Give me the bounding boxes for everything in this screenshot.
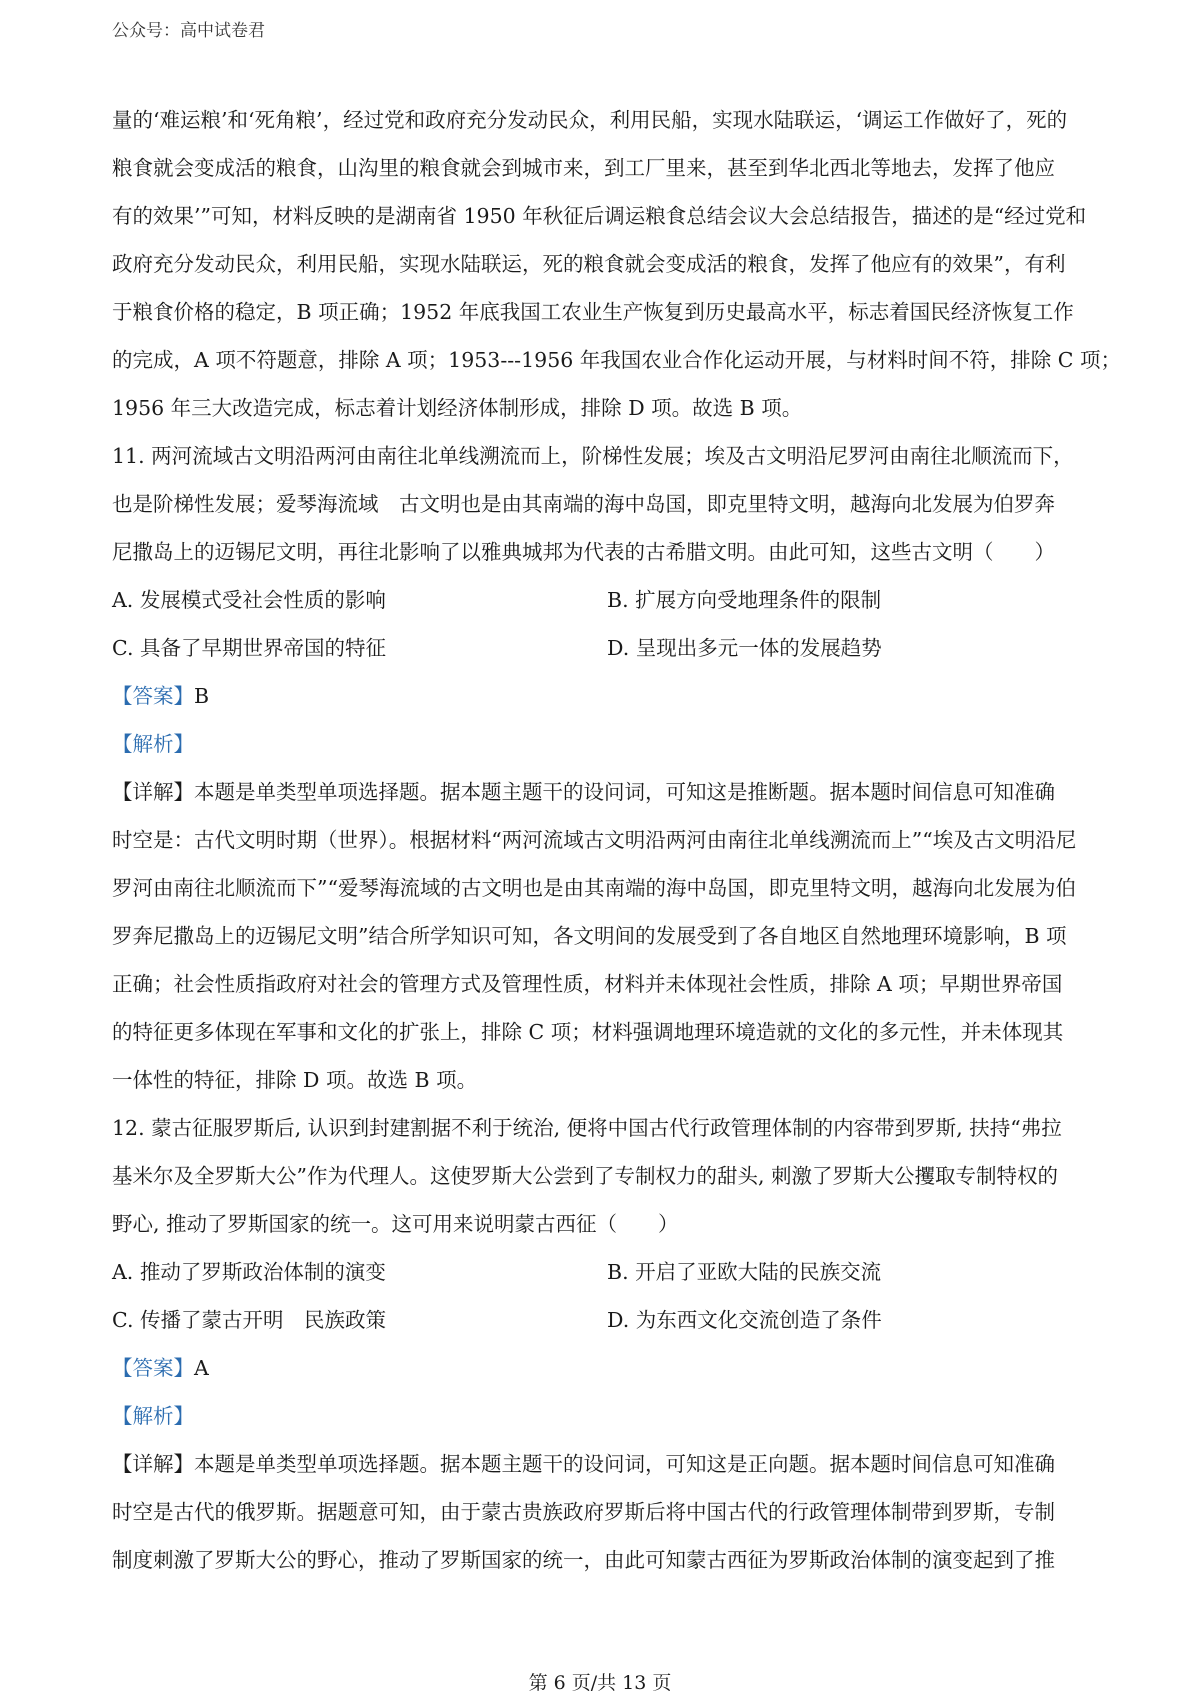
answer-label: 【答案】 xyxy=(112,684,194,708)
detail-line: 的特征更多体现在军事和文化的扩张上，排除 C 项；材料强调地理环境造就的文化的多元性，并未体现其 xyxy=(112,1020,1064,1044)
question-11 xyxy=(112,432,1102,1104)
text-line: 于粮食价格的稳定，B 项正确；1952 年底我国工农业生产恢复到历史最高水平，标志着国民经济恢复工作 xyxy=(112,300,1074,324)
detail-line xyxy=(112,768,1102,816)
detail-label: 【详解】 xyxy=(112,1452,194,1476)
analysis-line xyxy=(112,1392,1102,1440)
detail-label: 【详解】 xyxy=(112,780,194,804)
answer-line xyxy=(112,672,1102,720)
detail-line: 时空是：古代文明时期（世界）。根据材料“两河流域古文明沿两河由南往北单线溯流而上”“埃及古文明沿尼 xyxy=(112,828,1077,852)
page-number: 第 6 页/共 13 页 xyxy=(528,1672,672,1694)
option-a: A. 发展模式受社会性质的影响 xyxy=(112,588,386,612)
detail-text: 本题是单类型单项选择题。据本题主题干的设问词，可知这是正向题。据本题时间信息可知准确 xyxy=(194,1452,1055,1476)
detail-line: 罗河由南往北顺流而下”“爱琴海流域的古文明也是由其南端的海中岛国，即克里特文明，越海向北发展为伯 xyxy=(112,876,1076,900)
detail-line: 时空是古代的俄罗斯。据题意可知，由于蒙古贵族政府罗斯后将中国古代的行政管理体制带到罗斯，专制 xyxy=(112,1500,1055,1524)
option-b: B. 扩展方向受地理条件的限制 xyxy=(607,588,882,612)
question-stem-line: 野心, 推动了罗斯国家的统一。这可用来说明蒙古西征（ ） xyxy=(112,1212,679,1236)
option-b: B. 开启了亚欧大陆的民族交流 xyxy=(607,1260,882,1284)
text-line: 政府充分发动民众，利用民船，实现水陆联运，死的粮食就会变成活的粮食，发挥了他应有的效果”，有利 xyxy=(112,252,1066,276)
text-line: 粮食就会变成活的粮食，山沟里的粮食就会到城市来，到工厂里来，甚至到华北西北等地去，发挥了他应 xyxy=(112,156,1055,180)
option-row xyxy=(112,1248,1102,1296)
analysis-line xyxy=(112,720,1102,768)
answer-line xyxy=(112,1344,1102,1392)
answer-label: 【答案】 xyxy=(112,1356,194,1380)
answer-value: A xyxy=(194,1356,209,1380)
text-line: 的完成，A 项不符题意，排除 A 项；1953---1956 年我国农业合作化运动开展，与材料时间不符，排除 C 项； xyxy=(112,348,1122,372)
option-a: A. 推动了罗斯政治体制的演变 xyxy=(112,1260,386,1284)
question-stem-line: 12. 蒙古征服罗斯后, 认识到封建割据不利于统治, 便将中国古代行政管理体制的内容带到罗斯, 扶持“弗拉 xyxy=(112,1116,1062,1140)
question-12 xyxy=(112,1104,1102,1584)
detail-text: 本题是单类型单项选择题。据本题主题干的设问词，可知这是推断题。据本题时间信息可知准确 xyxy=(194,780,1055,804)
question-stem-line: 尼撒岛上的迈锡尼文明，再往北影响了以雅典城邦为代表的古希腊文明。由此可知，这些古文明（ ） xyxy=(112,540,1055,564)
option-c: C. 具备了早期世界帝国的特征 xyxy=(112,636,386,660)
page-header: 公众号：高中试卷君 xyxy=(112,21,265,41)
option-row xyxy=(112,576,1102,624)
prev-explanation xyxy=(112,96,1122,432)
text-line: 有的效果’”可知，材料反映的是湖南省 1950 年秋征后调运粮食总结会议大会总结报告，描述的是“经过党和 xyxy=(112,204,1087,228)
option-row xyxy=(112,1296,1102,1344)
detail-line: 罗奔尼撒岛上的迈锡尼文明”结合所学知识可知，各文明间的发展受到了各自地区自然地理环境影响，B 项 xyxy=(112,924,1067,948)
option-d: D. 为东西文化交流创造了条件 xyxy=(607,1308,882,1332)
question-stem-line: 也是阶梯性发展；爱琴海流域 古文明也是由其南端的海中岛国，即克里特文明，越海向北发展为伯罗奔 xyxy=(112,492,1055,516)
question-stem-line: 基米尔及全罗斯大公”作为代理人。这使罗斯大公尝到了专制权力的甜头, 刺激了罗斯大公攫取专制特权的 xyxy=(112,1164,1059,1188)
option-row xyxy=(112,624,1102,672)
text-line: 量的‘难运粮’和‘死角粮’，经过党和政府充分发动民众，利用民船，实现水陆联运，‘调运工作做好了，死的 xyxy=(112,108,1068,132)
analysis-label: 【解析】 xyxy=(112,732,194,756)
text-line: 1956 年三大改造完成，标志着计划经济体制形成，排除 D 项。故选 B 项。 xyxy=(112,396,803,420)
answer-value: B xyxy=(194,684,210,708)
option-c: C. 传播了蒙古开明 民族政策 xyxy=(112,1308,386,1332)
detail-line: 制度刺激了罗斯大公的野心，推动了罗斯国家的统一，由此可知蒙古西征为罗斯政治体制的演变起到了推 xyxy=(112,1548,1055,1572)
option-d: D. 呈现出多元一体的发展趋势 xyxy=(607,636,882,660)
analysis-label: 【解析】 xyxy=(112,1404,194,1428)
detail-line xyxy=(112,1440,1102,1488)
question-stem-line: 11. 两河流域古文明沿两河由南往北单线溯流而上，阶梯性发展；埃及古文明沿尼罗河由南往北顺流而下， xyxy=(112,444,1074,468)
detail-line: 正确；社会性质指政府对社会的管理方式及管理性质，材料并未体现社会性质，排除 A 项；早期世界帝国 xyxy=(112,972,1063,996)
page-content xyxy=(112,96,1122,1584)
detail-line: 一体性的特征，排除 D 项。故选 B 项。 xyxy=(112,1068,478,1092)
